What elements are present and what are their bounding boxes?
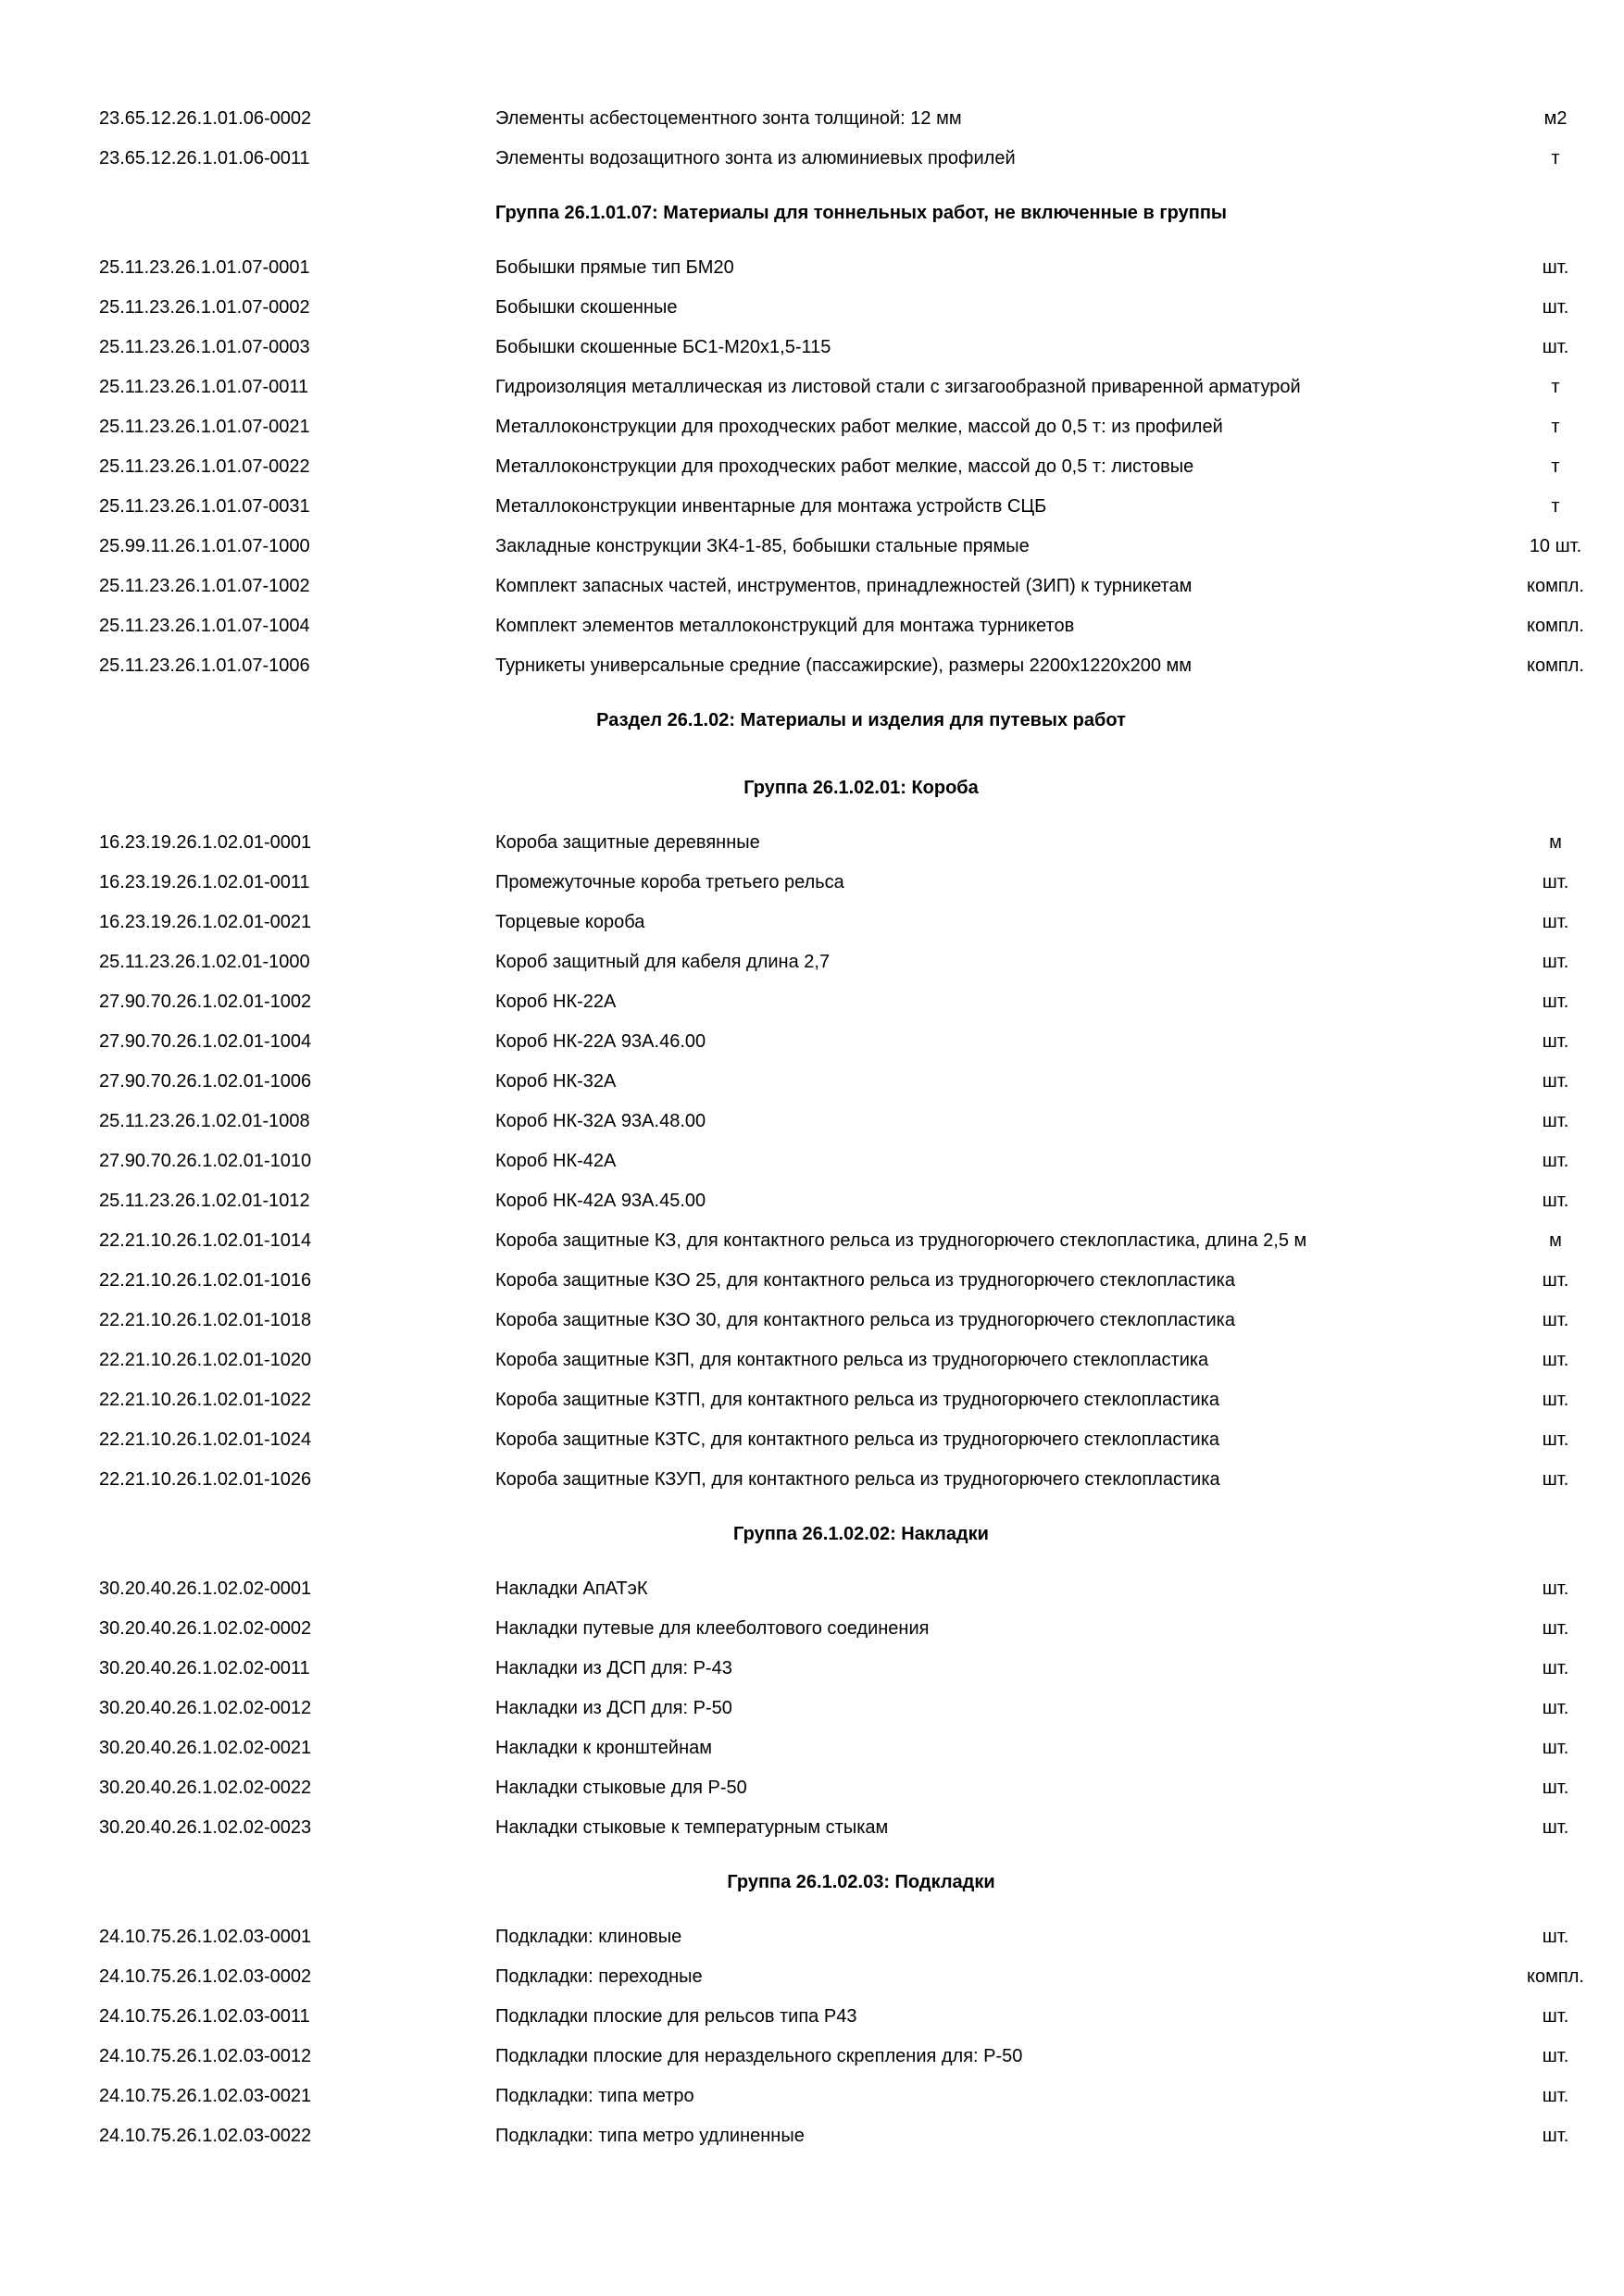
row-unit: шт. [1542, 952, 1569, 972]
row-name: Турникеты универсальные средние (пассажирские), размеры 2200х1220х200 мм [495, 655, 1193, 676]
row-name: Металлоконструкции для проходческих работ мелкие, массой до 0,5 т: из профилей [495, 417, 1223, 437]
row-name: Короба защитные деревянные [495, 832, 760, 853]
table-row [0, 368, 1624, 407]
table-row [0, 99, 1624, 139]
row-name: Короб НК-32А 93А.48.00 [495, 1111, 706, 1131]
row-code: 27.90.70.26.1.02.01-1006 [99, 1071, 312, 1092]
row-name: Подкладки: клиновые [495, 1927, 682, 1947]
row-unit: шт. [1542, 872, 1569, 892]
row-name: Короб НК-32А [495, 1071, 617, 1092]
row-name: Металлоконструкции для проходческих работ мелкие, массой до 0,5 т: листовые [495, 456, 1194, 477]
table-row [0, 1460, 1624, 1500]
table-row [0, 1689, 1624, 1728]
row-name: Короб защитный для кабеля длина 2,7 [495, 952, 831, 972]
table-row [0, 2116, 1624, 2156]
row-name: Элементы асбестоцементного зонта толщиной: 12 мм [495, 108, 962, 129]
table-row [0, 248, 1624, 288]
row-name: Комплект элементов металлоконструкций для монтажа турникетов [495, 616, 1075, 636]
row-code: 30.20.40.26.1.02.02-0002 [99, 1618, 312, 1639]
table-row [0, 1102, 1624, 1142]
row-code: 22.21.10.26.1.02.01-1016 [99, 1270, 312, 1291]
table-row [0, 1341, 1624, 1380]
row-code: 25.11.23.26.1.01.07-0003 [99, 337, 310, 357]
row-unit: шт. [1542, 992, 1569, 1012]
row-name: Подкладки плоские для нераздельного скрепления для: Р-50 [495, 2046, 1023, 2066]
row-code: 22.21.10.26.1.02.01-1024 [99, 1429, 312, 1450]
row-code: 24.10.75.26.1.02.03-0012 [99, 2046, 312, 2066]
row-name: Короб НК-22А [495, 992, 617, 1012]
row-code: 25.11.23.26.1.01.07-0022 [99, 456, 310, 477]
group-heading: Группа 26.1.01.07: Материалы для тоннельных работ, не включенные в группы [495, 203, 1227, 223]
row-code: 25.11.23.26.1.01.07-0031 [99, 496, 310, 517]
row-code: 25.11.23.26.1.01.07-0002 [99, 297, 310, 318]
row-unit: шт. [1542, 1817, 1569, 1838]
row-code: 25.11.23.26.1.01.07-0001 [99, 257, 310, 278]
row-name: Короба защитные КЗО 30, для контактного рельса из трудногорючего стеклопластика [495, 1310, 1235, 1330]
row-unit: шт. [1542, 1618, 1569, 1639]
table-row [0, 903, 1624, 942]
table-row [0, 1997, 1624, 2037]
row-name: Короба защитные КЗТП, для контактного рельса из трудногорючего стеклопластика [495, 1390, 1219, 1410]
row-unit: шт. [1542, 297, 1569, 318]
row-name: Короб НК-22А 93А.46.00 [495, 1031, 706, 1052]
table-row [0, 1569, 1624, 1609]
table-row [0, 1768, 1624, 1808]
row-name: Накладки стыковые к температурным стыкам [495, 1817, 889, 1838]
table-row [0, 288, 1624, 328]
row-unit: шт. [1542, 912, 1569, 932]
row-unit: шт. [1542, 1031, 1569, 1052]
row-unit: шт. [1542, 1191, 1569, 1211]
row-name: Бобышки скошенные БС1-М20х1,5-115 [495, 337, 831, 357]
row-name: Короба защитные КЗУП, для контактного рельса из трудногорючего стеклопластика [495, 1469, 1220, 1490]
group-heading: Группа 26.1.02.02: Накладки [733, 1524, 989, 1544]
row-code: 24.10.75.26.1.02.03-0022 [99, 2126, 312, 2146]
row-name: Накладки к кронштейнам [495, 1738, 713, 1758]
row-unit: м [1549, 832, 1562, 853]
row-code: 22.21.10.26.1.02.01-1018 [99, 1310, 312, 1330]
row-code: 25.11.23.26.1.01.07-1004 [99, 616, 310, 636]
row-code: 24.10.75.26.1.02.03-0002 [99, 1966, 312, 1987]
row-unit: т [1551, 377, 1560, 397]
table-row [0, 1609, 1624, 1649]
row-unit: шт. [1542, 2086, 1569, 2106]
row-code: 25.11.23.26.1.02.01-1000 [99, 952, 310, 972]
row-name: Элементы водозащитного зонта из алюминиевых профилей [495, 148, 1016, 168]
row-code: 27.90.70.26.1.02.01-1010 [99, 1151, 312, 1171]
row-name: Металлоконструкции инвентарные для монтажа устройств СЦБ [495, 496, 1047, 517]
row-code: 23.65.12.26.1.01.06-0002 [99, 108, 312, 129]
row-unit: шт. [1542, 2126, 1569, 2146]
table-row [0, 407, 1624, 447]
row-code: 27.90.70.26.1.02.01-1002 [99, 992, 312, 1012]
row-code: 30.20.40.26.1.02.02-0011 [99, 1658, 310, 1678]
row-unit: м [1549, 1230, 1562, 1251]
row-unit: шт. [1542, 1698, 1569, 1718]
table-row [0, 1181, 1624, 1221]
row-name: Короба защитные КЗТС, для контактного рельса из трудногорючего стеклопластика [495, 1429, 1220, 1450]
row-code: 30.20.40.26.1.02.02-0023 [99, 1817, 312, 1838]
row-name: Гидроизоляция металлическая из листовой стали с зигзагообразной приваренной арматурой [495, 377, 1301, 397]
row-name: Короб НК-42А [495, 1151, 617, 1171]
row-unit: шт. [1542, 257, 1569, 278]
row-unit: шт. [1542, 1350, 1569, 1370]
table-row [0, 1808, 1624, 1848]
row-name: Подкладки: типа метро [495, 2086, 694, 2106]
row-code: 24.10.75.26.1.02.03-0021 [99, 2086, 312, 2106]
table-row [0, 1142, 1624, 1181]
row-name: Бобышки прямые тип БМ20 [495, 257, 734, 278]
row-name: Накладки из ДСП для: Р-43 [495, 1658, 732, 1678]
row-unit: шт. [1542, 1578, 1569, 1599]
row-name: Комплект запасных частей, инструментов, принадлежностей (ЗИП) к турникетам [495, 576, 1193, 596]
row-code: 22.21.10.26.1.02.01-1026 [99, 1469, 312, 1490]
row-code: 16.23.19.26.1.02.01-0001 [99, 832, 312, 853]
row-name: Короба защитные КЗ, для контактного рельса из трудногорючего стеклопластика, длина 2,5 м [495, 1230, 1307, 1251]
row-name: Накладки стыковые для Р-50 [495, 1778, 747, 1798]
table-row [0, 1957, 1624, 1997]
row-unit: компл. [1527, 655, 1584, 676]
row-name: Подкладки: типа метро удлиненные [495, 2126, 805, 2146]
row-code: 24.10.75.26.1.02.03-0011 [99, 2006, 310, 2027]
row-unit: шт. [1542, 2046, 1569, 2066]
table-row [0, 1728, 1624, 1768]
row-name: Торцевые короба [495, 912, 645, 932]
table-row [0, 863, 1624, 903]
row-unit: т [1551, 496, 1560, 517]
row-unit: шт. [1542, 1778, 1569, 1798]
row-code: 22.21.10.26.1.02.01-1020 [99, 1350, 312, 1370]
row-unit: компл. [1527, 616, 1584, 636]
row-unit: шт. [1542, 2006, 1569, 2027]
row-name: Подкладки: переходные [495, 1966, 703, 1987]
table-row [0, 1261, 1624, 1301]
section-heading: Раздел 26.1.02: Материалы и изделия для путевых работ [596, 710, 1126, 730]
row-name: Бобышки скошенные [495, 297, 678, 318]
table-row [0, 646, 1624, 686]
table-row [0, 1380, 1624, 1420]
row-unit: шт. [1542, 1071, 1569, 1092]
row-code: 25.11.23.26.1.01.07-0021 [99, 417, 310, 437]
row-unit: шт. [1542, 1469, 1569, 1490]
row-code: 22.21.10.26.1.02.01-1022 [99, 1390, 312, 1410]
row-unit: т [1551, 456, 1560, 477]
row-unit: шт. [1542, 1658, 1569, 1678]
row-unit: шт. [1542, 1927, 1569, 1947]
table-row [0, 1420, 1624, 1460]
table-row [0, 1301, 1624, 1341]
row-unit: шт. [1542, 1151, 1569, 1171]
row-unit: шт. [1542, 1390, 1569, 1410]
row-code: 25.11.23.26.1.01.07-0011 [99, 377, 309, 397]
row-unit: т [1551, 417, 1560, 437]
row-unit: компл. [1527, 1966, 1584, 1987]
row-code: 25.99.11.26.1.01.07-1000 [99, 536, 310, 556]
row-code: 16.23.19.26.1.02.01-0011 [99, 872, 310, 892]
group-heading: Группа 26.1.02.01: Короба [743, 778, 979, 798]
row-name: Короба защитные КЗО 25, для контактного рельса из трудногорючего стеклопластика [495, 1270, 1235, 1291]
row-code: 30.20.40.26.1.02.02-0012 [99, 1698, 312, 1718]
table-row [0, 982, 1624, 1022]
table-row [0, 1062, 1624, 1102]
row-unit: шт. [1542, 1738, 1569, 1758]
row-code: 25.11.23.26.1.01.07-1002 [99, 576, 310, 596]
row-unit: шт. [1542, 1429, 1569, 1450]
row-name: Закладные конструкции ЗК4-1-85, бобышки стальные прямые [495, 536, 1030, 556]
table-row [0, 447, 1624, 487]
table-row [0, 139, 1624, 179]
table-row [0, 942, 1624, 982]
table-row [0, 328, 1624, 368]
table-row [0, 1917, 1624, 1957]
table-row [0, 2077, 1624, 2116]
row-unit: шт. [1542, 1270, 1569, 1291]
row-name: Накладки путевые для клееболтового соединения [495, 1618, 930, 1639]
table-row [0, 487, 1624, 527]
row-name: Промежуточные короба третьего рельса [495, 872, 844, 892]
row-unit: м2 [1543, 108, 1568, 129]
row-code: 27.90.70.26.1.02.01-1004 [99, 1031, 312, 1052]
row-unit: т [1551, 148, 1560, 168]
table-row [0, 823, 1624, 863]
row-name: Короб НК-42А 93А.45.00 [495, 1191, 706, 1211]
row-code: 23.65.12.26.1.01.06-0011 [99, 148, 310, 168]
table-row [0, 1649, 1624, 1689]
row-code: 30.20.40.26.1.02.02-0021 [99, 1738, 312, 1758]
group-heading: Группа 26.1.02.03: Подкладки [727, 1872, 995, 1892]
row-unit: шт. [1542, 1310, 1569, 1330]
table-row [0, 1022, 1624, 1062]
row-name: Подкладки плоские для рельсов типа Р43 [495, 2006, 857, 2027]
table-row [0, 606, 1624, 646]
row-code: 25.11.23.26.1.01.07-1006 [99, 655, 310, 676]
row-code: 22.21.10.26.1.02.01-1014 [99, 1230, 312, 1251]
row-code: 30.20.40.26.1.02.02-0022 [99, 1778, 312, 1798]
row-name: Накладки АпАТэК [495, 1578, 648, 1599]
table-row [0, 527, 1624, 567]
row-unit: шт. [1542, 1111, 1569, 1131]
row-code: 24.10.75.26.1.02.03-0001 [99, 1927, 312, 1947]
row-unit: 10 шт. [1529, 536, 1582, 556]
table-row [0, 2037, 1624, 2077]
row-unit: шт. [1542, 337, 1569, 357]
table-row [0, 567, 1624, 606]
row-name: Короба защитные КЗП, для контактного рельса из трудногорючего стеклопластика [495, 1350, 1209, 1370]
row-code: 30.20.40.26.1.02.02-0001 [99, 1578, 312, 1599]
table-row [0, 1221, 1624, 1261]
row-code: 25.11.23.26.1.02.01-1008 [99, 1111, 310, 1131]
row-code: 25.11.23.26.1.02.01-1012 [99, 1191, 310, 1211]
row-name: Накладки из ДСП для: Р-50 [495, 1698, 732, 1718]
row-unit: компл. [1527, 576, 1584, 596]
row-code: 16.23.19.26.1.02.01-0021 [99, 912, 312, 932]
